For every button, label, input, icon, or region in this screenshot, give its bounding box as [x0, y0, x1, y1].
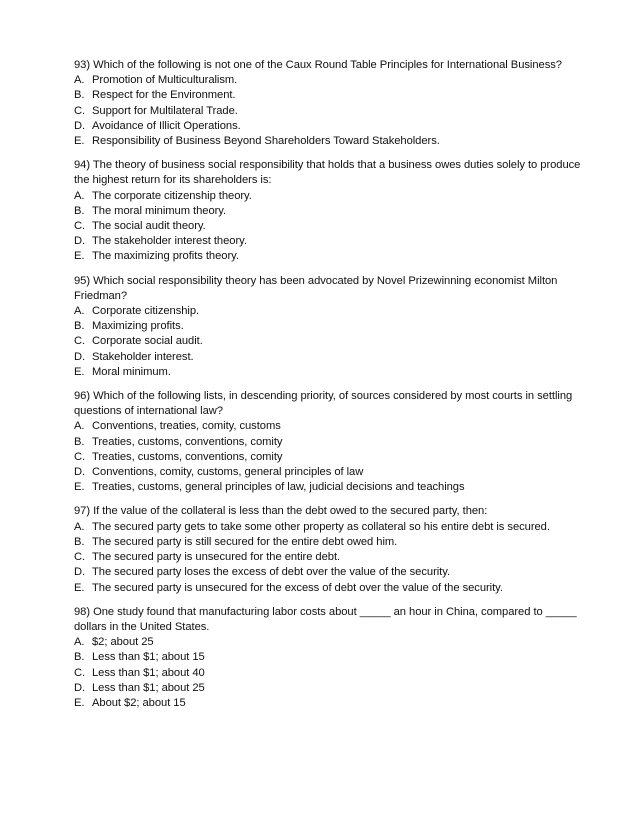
- option-c: [74, 666, 584, 681]
- option-e: [74, 249, 584, 264]
- option-b: [74, 319, 584, 334]
- option-letter: A.: [74, 636, 85, 649]
- option-text: Corporate citizenship.: [92, 305, 200, 318]
- question-text: 98) One study found that manufacturing labor costs about _____ an hour in China, compared to _____ dollars in the United States.: [74, 605, 577, 633]
- option-text: Conventions, comity, customs, general principles of law: [92, 466, 364, 479]
- question-text: 94) The theory of business social responsibility that holds that a business owes duties solely to produce the highest return for its shareholders is:: [74, 159, 581, 187]
- question-text: 95) Which social responsibility theory has been advocated by Novel Prizewinning economist Milton Friedman?: [74, 274, 558, 302]
- option-a: [74, 304, 584, 319]
- option-letter: C.: [74, 450, 86, 463]
- option-c: [74, 450, 584, 465]
- option-text: The secured party is unsecured for the excess of debt over the value of the security.: [92, 581, 503, 594]
- option-letter: B.: [74, 651, 85, 664]
- option-text: Promotion of Multiculturalism.: [92, 74, 238, 87]
- option-e: [74, 365, 584, 380]
- option-d: [74, 119, 584, 134]
- option-text: $2; about 25: [92, 636, 154, 649]
- option-a: [74, 419, 584, 434]
- option-a: [74, 635, 584, 650]
- option-d: [74, 465, 584, 480]
- option-text: Less than $1; about 40: [92, 666, 205, 679]
- question-93: [74, 58, 584, 149]
- option-b: [74, 204, 584, 219]
- option-letter: D.: [74, 350, 86, 363]
- option-text: Avoidance of Illicit Operations.: [92, 119, 241, 132]
- option-letter: C.: [74, 220, 86, 233]
- option-text: Treaties, customs, conventions, comity: [92, 450, 283, 463]
- question-95: [74, 274, 584, 380]
- option-text: The corporate citizenship theory.: [92, 189, 252, 202]
- question-94: [74, 158, 584, 264]
- option-letter: D.: [74, 466, 86, 479]
- option-c: [74, 334, 584, 349]
- option-b: [74, 88, 584, 103]
- option-letter: E.: [74, 581, 85, 594]
- question-text: 97) If the value of the collateral is less than the debt owed to the secured party, then:: [74, 505, 488, 518]
- question-98: [74, 605, 584, 711]
- option-c: [74, 219, 584, 234]
- option-text: The secured party is unsecured for the entire debt.: [92, 551, 341, 564]
- option-letter: C.: [74, 335, 86, 348]
- option-letter: A.: [74, 420, 85, 433]
- option-d: [74, 234, 584, 249]
- option-text: The social audit theory.: [92, 220, 206, 233]
- option-letter: D.: [74, 235, 86, 248]
- option-text: Treaties, customs, general principles of law, judicial decisions and teachings: [92, 481, 465, 494]
- option-a: [74, 189, 584, 204]
- option-text: The maximizing profits theory.: [92, 250, 239, 263]
- option-text: Support for Multilateral Trade.: [92, 104, 238, 117]
- option-letter: E.: [74, 135, 85, 148]
- option-letter: E.: [74, 481, 85, 494]
- option-c: [74, 550, 584, 565]
- option-a: [74, 520, 584, 535]
- option-text: Stakeholder interest.: [92, 350, 194, 363]
- option-letter: E.: [74, 250, 85, 263]
- option-d: [74, 350, 584, 365]
- option-text: The moral minimum theory.: [92, 204, 227, 217]
- option-text: Respect for the Environment.: [92, 89, 236, 102]
- option-text: Less than $1; about 25: [92, 681, 205, 694]
- option-d: [74, 565, 584, 580]
- option-letter: C.: [74, 104, 86, 117]
- option-letter: A.: [74, 74, 85, 87]
- option-letter: B.: [74, 435, 85, 448]
- option-text: The stakeholder interest theory.: [92, 235, 247, 248]
- option-letter: A.: [74, 189, 85, 202]
- option-letter: B.: [74, 89, 85, 102]
- option-letter: B.: [74, 320, 85, 333]
- option-text: The secured party gets to take some other property as collateral so his entire debt is secured.: [92, 520, 550, 533]
- option-text: Conventions, treaties, comity, customs: [92, 420, 281, 433]
- option-text: Responsibility of Business Beyond Shareholders Toward Stakeholders.: [92, 135, 440, 148]
- option-letter: D.: [74, 566, 86, 579]
- option-text: The secured party is still secured for the entire debt owed him.: [92, 535, 398, 548]
- option-letter: C.: [74, 666, 86, 679]
- option-b: [74, 535, 584, 550]
- option-text: Maximizing profits.: [92, 320, 184, 333]
- option-letter: A.: [74, 520, 85, 533]
- option-c: [74, 104, 584, 119]
- option-text: The secured party loses the excess of debt over the value of the security.: [92, 566, 451, 579]
- option-text: About $2; about 15: [92, 696, 186, 709]
- option-letter: B.: [74, 535, 85, 548]
- option-text: Treaties, customs, conventions, comity: [92, 435, 283, 448]
- option-letter: D.: [74, 119, 86, 132]
- question-text: 93) Which of the following is not one of the Caux Round Table Principles for International Business?: [74, 59, 562, 71]
- option-letter: C.: [74, 551, 86, 564]
- option-text: Corporate social audit.: [92, 335, 203, 348]
- option-e: [74, 581, 584, 596]
- option-d: [74, 681, 584, 696]
- option-letter: E.: [74, 365, 85, 378]
- option-b: [74, 435, 584, 450]
- question-list: [74, 58, 584, 720]
- option-text: Moral minimum.: [92, 365, 171, 378]
- option-b: [74, 650, 584, 665]
- option-e: [74, 134, 584, 149]
- option-e: [74, 480, 584, 495]
- option-letter: D.: [74, 681, 86, 694]
- option-a: [74, 73, 584, 88]
- option-letter: A.: [74, 305, 85, 318]
- option-text: Less than $1; about 15: [92, 651, 205, 664]
- question-96: [74, 389, 584, 495]
- option-e: [74, 696, 584, 711]
- option-letter: E.: [74, 696, 85, 709]
- question-97: [74, 504, 584, 595]
- option-letter: B.: [74, 204, 85, 217]
- question-text: 96) Which of the following lists, in descending priority, of sources considered by most courts in settling questions of international law?: [74, 390, 573, 418]
